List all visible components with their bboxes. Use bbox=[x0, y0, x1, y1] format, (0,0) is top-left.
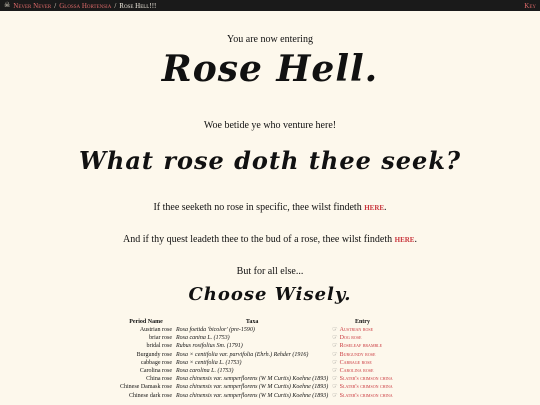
entry-cell bbox=[330, 342, 394, 350]
entry-cell bbox=[330, 367, 394, 375]
table-row bbox=[118, 351, 395, 359]
breadcrumb-separator: / bbox=[114, 1, 117, 10]
pointing-hand-icon: ☞ bbox=[332, 335, 338, 342]
table-row bbox=[118, 334, 395, 342]
breadcrumb-current-page: Rose Hell!!! bbox=[119, 1, 157, 10]
entry-link[interactable]: Cabbage rose bbox=[339, 359, 372, 366]
pointing-hand-icon: ☞ bbox=[332, 392, 338, 399]
taxa-cell: Rosa canina L. (1753) bbox=[176, 335, 230, 342]
breadcrumb-never-never[interactable]: Never Never bbox=[13, 1, 52, 10]
pointing-hand-icon: ☞ bbox=[332, 359, 338, 366]
pointing-hand-icon: ☞ bbox=[332, 327, 338, 333]
woe-text: Woe betide ye who venture here! bbox=[203, 120, 337, 131]
bud-rose-period: . bbox=[414, 234, 417, 245]
entry-link[interactable]: Slater's crimson china bbox=[339, 384, 393, 391]
taxa-cell: Rosa × centifolia var. parvifolia (Ehrh.) Rehder (1916) bbox=[176, 351, 309, 358]
question-heading: What rose doth thee seek? bbox=[78, 146, 462, 175]
taxa-cell: Rosa carolina L. (1753) bbox=[176, 368, 234, 375]
breadcrumb bbox=[4, 2, 156, 10]
entry-cell bbox=[330, 383, 394, 391]
all-else-text: But for all else... bbox=[236, 266, 304, 277]
taxa-cell: Rosa × centifolia L. (1753) bbox=[176, 359, 242, 366]
pointing-hand-icon: ☞ bbox=[332, 351, 338, 358]
period-name-cell: briar rose bbox=[149, 335, 172, 342]
taxa-cell: Rosa chinensis var. semperflorens (W M Curtis) Koehne (1893) bbox=[176, 376, 329, 383]
period-name-cell: Carolina rose bbox=[139, 368, 172, 375]
pointing-hand-icon: ☞ bbox=[332, 368, 338, 375]
breadcrumb-glossa-hortensia[interactable]: Glossa Hortensia bbox=[59, 1, 112, 10]
entry-cell bbox=[330, 326, 394, 334]
choose-wisely-heading: Choose Wisely. bbox=[188, 284, 352, 305]
entry-link[interactable]: Carolina rose bbox=[339, 368, 374, 375]
no-rose-line bbox=[0, 202, 540, 213]
page-title: Rose Hell. bbox=[161, 48, 379, 90]
entry-link[interactable]: Dog rose bbox=[339, 335, 362, 342]
entry-link[interactable]: Slater's crimson china bbox=[339, 376, 393, 383]
period-name-cell: Austrian rose bbox=[139, 327, 172, 333]
no-rose-period: . bbox=[384, 202, 387, 213]
table-row bbox=[118, 392, 395, 400]
top-navigation-bar bbox=[0, 0, 540, 11]
pointing-hand-icon: ☞ bbox=[332, 376, 338, 383]
period-name-cell: Burgundy rose bbox=[136, 351, 172, 358]
table-row bbox=[118, 359, 395, 367]
entry-cell bbox=[330, 375, 394, 383]
table-header-row bbox=[118, 319, 395, 326]
taxa-cell: Rosa chinensis var. semperflorens (W M Curtis) Koehne (1893) bbox=[176, 392, 329, 399]
breadcrumb-separator: / bbox=[54, 1, 57, 10]
taxa-cell: Rosa chinensis var. semperflorens (W M Curtis) Koehne (1893) bbox=[176, 384, 329, 391]
pointing-hand-icon: ☞ bbox=[332, 384, 338, 391]
bud-rose-here-link[interactable]: here bbox=[394, 234, 415, 245]
rose-table bbox=[118, 319, 395, 400]
entry-header: Entry bbox=[354, 319, 370, 325]
period-name-cell: bridal rose bbox=[146, 343, 172, 350]
period-name-cell: Chinese dark rose bbox=[129, 392, 172, 399]
entry-cell bbox=[330, 392, 394, 400]
key-link[interactable]: Key bbox=[524, 1, 536, 10]
table-row bbox=[118, 326, 395, 334]
no-rose-here-link[interactable]: here bbox=[364, 202, 385, 213]
entry-link[interactable]: Roseleaf bramble bbox=[339, 343, 383, 350]
table-row bbox=[118, 342, 395, 350]
table-row bbox=[118, 383, 395, 391]
entry-cell bbox=[330, 351, 394, 359]
taxa-cell: Rubus rosifolius Sm. (1791) bbox=[176, 343, 243, 350]
bud-rose-text: And if thy quest leadeth thee to the bud of a rose, thee wilst findeth bbox=[123, 234, 395, 245]
no-rose-text: If thee seeketh no rose in specific, thee wilst findeth bbox=[153, 202, 365, 213]
entry-cell bbox=[330, 334, 394, 342]
period-name-header: Period Name bbox=[129, 319, 163, 325]
entry-link[interactable]: Burgundy rose bbox=[339, 351, 376, 358]
period-name-cell: China rose bbox=[146, 376, 172, 383]
entering-text: You are now entering bbox=[227, 34, 313, 45]
table-row bbox=[118, 375, 395, 383]
pointing-hand-icon: ☞ bbox=[332, 343, 338, 350]
entry-cell bbox=[330, 359, 394, 367]
taxa-header: Taxa bbox=[245, 319, 259, 325]
bud-rose-line bbox=[0, 234, 540, 245]
entry-link[interactable]: Austrian rose bbox=[339, 327, 374, 333]
period-name-cell: Chinese Damask rose bbox=[120, 384, 172, 391]
skull-icon[interactable]: ☠ bbox=[4, 1, 11, 9]
taxa-cell: Rosa foetida 'bicolor' (pre-1590) bbox=[176, 327, 255, 333]
entry-link[interactable]: Slater's crimson china bbox=[339, 392, 393, 399]
table-row bbox=[118, 367, 395, 375]
period-name-cell: cabbage rose bbox=[140, 359, 172, 366]
